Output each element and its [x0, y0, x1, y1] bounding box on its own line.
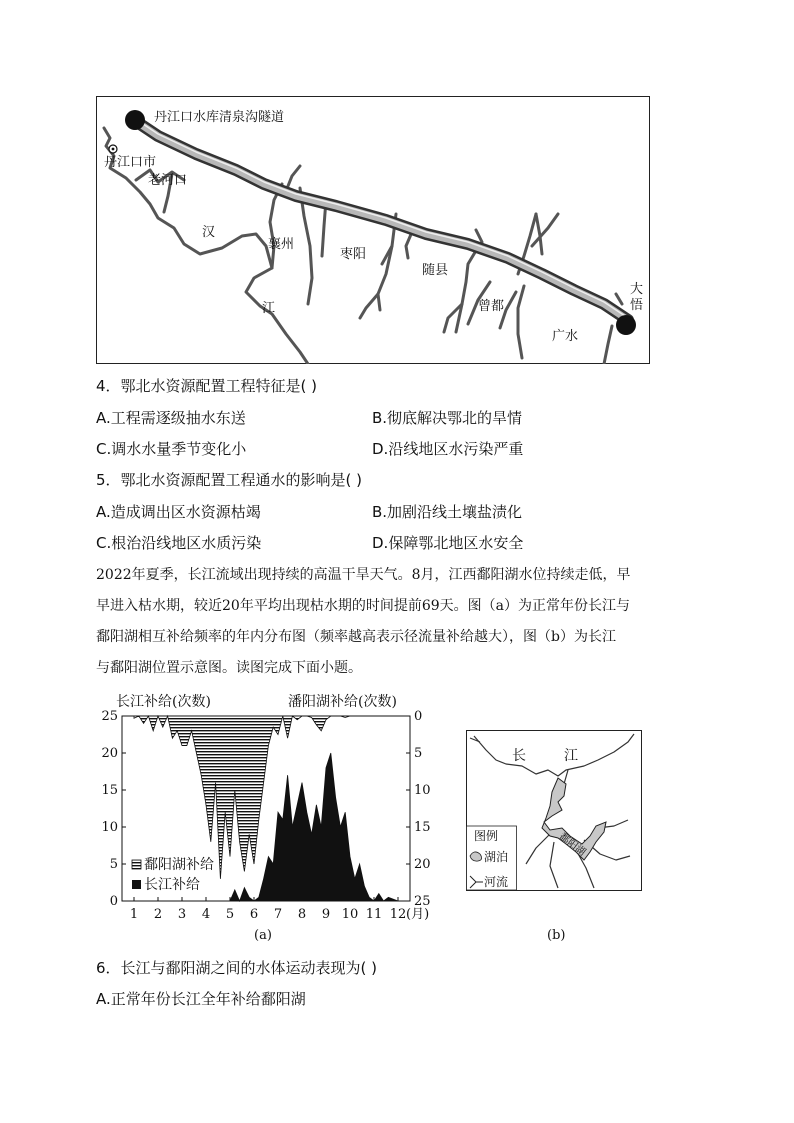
question-5-option-b[interactable]: B.加剧沿线土壤盐渍化 — [372, 503, 523, 521]
x-tick-label: 6 — [249, 907, 259, 922]
legend-swatch-changjiang — [132, 880, 141, 889]
passage — [96, 564, 706, 679]
left-tick-label: 10 — [101, 820, 118, 835]
supply-frequency-chart — [96, 688, 446, 944]
label-dawu-2: 悟 — [630, 298, 644, 313]
question-4-option-a[interactable]: A.工程需逐级抽水东送 — [96, 409, 246, 427]
right-tick-label: 15 — [414, 820, 431, 835]
legend-label-poyang: 鄱阳湖补给 — [144, 857, 214, 873]
chart-caption-a: (a) — [254, 928, 272, 943]
right-tick-label: 0 — [414, 709, 423, 724]
label-dawu-1: 大 — [630, 282, 644, 297]
question-5-option-d[interactable]: D.保障鄂北地区水安全 — [372, 534, 524, 552]
question-4-option-b[interactable]: B.彻底解决鄂北的旱情 — [372, 409, 523, 427]
label-danjiangkou-city: 丹江口市 — [104, 155, 157, 170]
x-tick-label: 11 — [365, 907, 383, 922]
left-tick-label: 15 — [101, 783, 118, 798]
label-guangshui: 广水 — [552, 329, 579, 344]
label-jiang: 江 — [262, 301, 276, 316]
label-tunnel: 丹江口水库清泉沟隧道 — [154, 110, 285, 125]
x-tick-label: 12 — [389, 907, 407, 922]
label-xiangzhou: 襄州 — [268, 237, 295, 252]
left-tick-label: 0 — [109, 894, 118, 909]
city-marker-dot — [112, 148, 115, 151]
map-b-caption: (b) — [547, 928, 566, 943]
end-point-marker — [616, 315, 636, 335]
question-4-option-d[interactable]: D.沿线地区水污染严重 — [372, 440, 524, 458]
right-tick-label: 5 — [414, 746, 423, 761]
label-han: 汉 — [202, 225, 216, 240]
left-tick-label: 25 — [101, 709, 118, 724]
passage-line-2: 早进入枯水期，较近20年平均出现枯水期的时间提前69天。图（a）为正常年份长江与 — [96, 598, 630, 614]
x-tick-label: 3 — [177, 907, 187, 922]
legend-label-changjiang: 长江补给 — [144, 877, 200, 893]
x-tick-label: 10 — [341, 907, 359, 922]
label-zaoyang: 枣阳 — [340, 247, 367, 262]
yangtze-poyang-location-map — [466, 730, 646, 944]
question-5-option-c[interactable]: C.根治沿线地区水质污染 — [96, 534, 262, 552]
label-suixian: 随县 — [422, 263, 449, 278]
label-zengdu: 曾都 — [478, 299, 505, 314]
question-6-option-a[interactable]: A.正常年份长江全年补给鄱阳湖 — [96, 990, 306, 1008]
river-label-jiang: 江 — [564, 748, 578, 764]
question-6-stem: 6．长江与鄱阳湖之间的水体运动表现为( ) — [96, 959, 378, 977]
question-4-option-c[interactable]: C.调水水量季节变化小 — [96, 440, 247, 458]
left-tick-label: 20 — [101, 746, 118, 761]
x-tick-label: 4 — [201, 907, 211, 922]
passage-line-4: 与鄱阳湖位置示意图。读图完成下面小题。 — [96, 660, 362, 676]
question-4-stem: 4．鄂北水资源配置工程特征是( ) — [96, 377, 318, 395]
right-tick-label: 10 — [414, 783, 431, 798]
left-tick-label: 5 — [109, 857, 118, 872]
x-tick-label: 8 — [297, 907, 307, 922]
right-tick-label: 20 — [414, 857, 431, 872]
question-5-option-a[interactable]: A.造成调出区水资源枯竭 — [96, 503, 261, 521]
x-tick-label: 2 — [153, 907, 163, 922]
left-axis-title: 长江补给(次数) — [116, 694, 211, 710]
x-tick-label: 7 — [273, 907, 283, 922]
passage-line-1: 2022年夏季，长江流域出现持续的高温干旱天气。8月，江西鄱阳湖水位持续走低，早 — [96, 567, 631, 583]
right-tick-label: 25 — [414, 894, 431, 909]
map-b-legend-lake: 湖泊 — [484, 850, 509, 864]
x-axis-unit: (月) — [406, 907, 430, 922]
question-5-stem: 5．鄂北水资源配置工程通水的影响是( ) — [96, 471, 363, 489]
start-point-marker — [125, 110, 145, 130]
passage-line-3: 鄱阳湖相互补给频率的年内分布图（频率越高表示径流量补给越大），图（b）为长江 — [96, 629, 616, 645]
lake-name-label: 鄱阳湖 — [556, 831, 588, 859]
x-tick-label: 5 — [225, 907, 235, 922]
water-diversion-route-map — [96, 96, 650, 364]
x-tick-label: 9 — [321, 907, 331, 922]
river-label-chang: 长 — [512, 748, 526, 764]
x-tick-label: 1 — [129, 907, 139, 922]
map-b-legend-river: 河流 — [484, 875, 509, 889]
right-axis-title: 潘阳湖补给(次数) — [288, 694, 397, 710]
label-laohekou: 老河口 — [148, 173, 188, 188]
legend-swatch-poyang — [132, 860, 141, 869]
map-b-legend-title: 图例 — [474, 829, 499, 843]
chart-plot-area — [122, 716, 410, 901]
map-frame — [97, 97, 650, 364]
